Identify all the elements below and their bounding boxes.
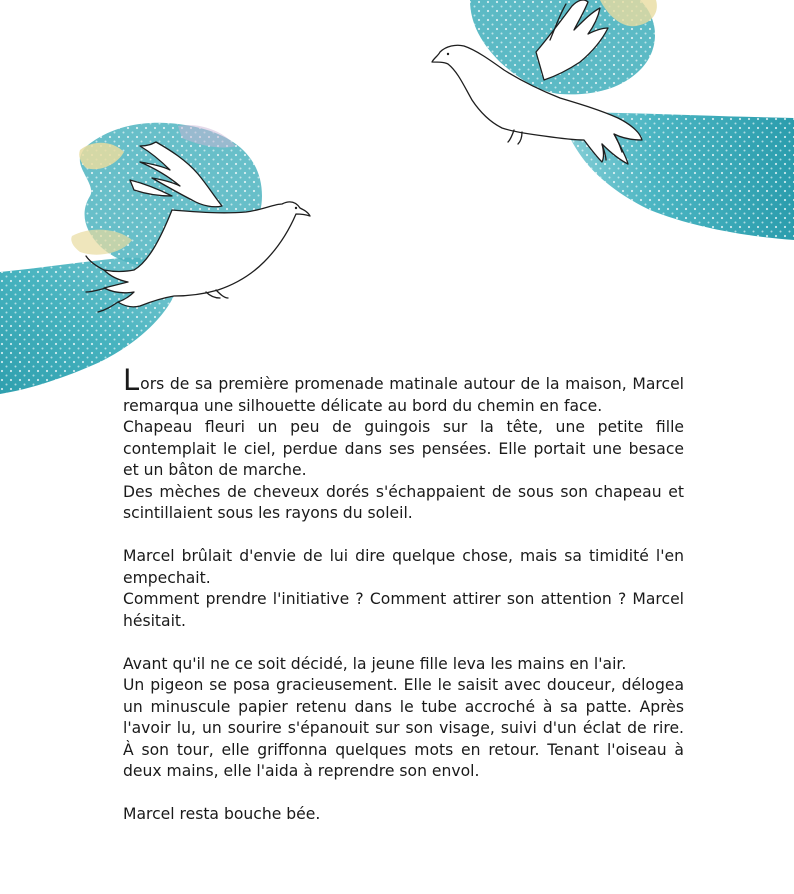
paragraph-4: Marcel brûlait d'envie de lui dire quelque chose, mais sa timidité l'en empechait. [123,547,684,587]
paragraph-6: Avant qu'il ne ce soit décidé, la jeune fille leva les mains en l'air. [123,654,627,673]
paragraph-1 [123,363,684,417]
drop-cap: L [123,363,140,397]
paragraph-3: Des mèches de cheveux dorés s'échappaient de sous son chapeau et scintillaient sous les rayons du soleil. [123,482,684,522]
paragraph-5: Comment prendre l'initiative ? Comment attirer son attention ? Marcel hésitait. [123,590,684,630]
paragraph-2: Chapeau fleuri un peu de guingois sur la tête, une petite fille contemplait le ciel, perdue dans ses pensées. Elle portait une besace et un bâton de marche. [123,418,684,479]
paragraph-7: Un pigeon se posa gracieusement. Elle le saisit avec douceur, délogea un minuscule papier retenu dans le tube accroché à sa patte. Après l'avoir lu, un sourire s'épanouit sur son visage, suivi d'un éclat de rire. À son tour, elle griffonna quelques mots en retour. Tenant l'oiseau à deux mains, elle l'aida à reprendre son envol. [123,676,684,780]
pigeons-watercolor-illustration [0,0,794,400]
paragraph-8: Marcel resta bouche bée. [123,805,321,823]
paragraph-1-text: ors de sa première promenade matinale autour de la maison, Marcel remarqua une silhouette délicate au bord du chemin en face. [123,375,684,415]
story-text [123,363,684,826]
